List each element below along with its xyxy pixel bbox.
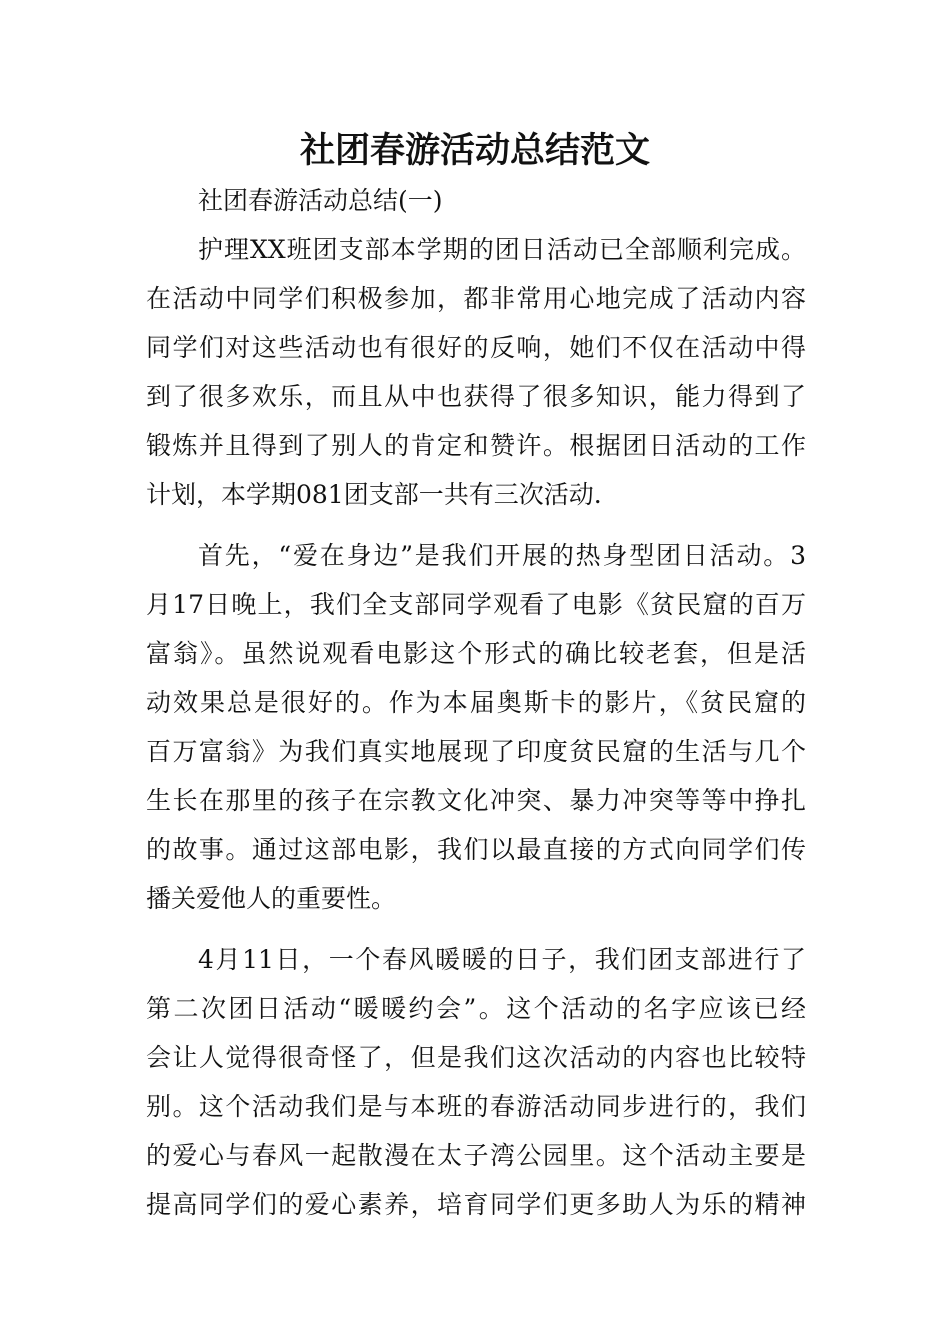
paragraph-line: 别。这个活动我们是与本班的春游活动同步进行的，我们 xyxy=(146,1092,806,1121)
paragraph-gap xyxy=(146,923,806,935)
paragraph-line: 的爱心与春风一起散漫在太子湾公园里。这个活动主要是 xyxy=(146,1141,806,1170)
paragraph-line: 第二次团日活动“暖暖约会”。这个活动的名字应该已经 xyxy=(146,994,806,1023)
paragraph-gap xyxy=(146,519,806,531)
paragraph-line: 百万富翁》为我们真实地展现了印度贫民窟的生活与几个 xyxy=(146,737,806,766)
paragraph-3 xyxy=(146,935,806,1229)
paragraph-line: 计划，本学期081团支部一共有三次活动. xyxy=(146,480,602,509)
paragraph-line: 的故事。通过这部电影，我们以最直接的方式向同学们传 xyxy=(146,835,806,864)
paragraph-line: 同学们对这些活动也有很好的反响，她们不仅在活动中得 xyxy=(146,333,806,362)
paragraph-line: 富翁》。虽然说观看电影这个形式的确比较老套，但是活 xyxy=(146,639,806,668)
paragraph-line: 提高同学们的爱心素养，培育同学们更多助人为乐的精神 xyxy=(146,1190,806,1219)
paragraph-1 xyxy=(146,225,806,519)
paragraph-line: 月17日晚上，我们全支部同学观看了电影《贫民窟的百万 xyxy=(146,590,806,619)
paragraph-line: 会让人觉得很奇怪了，但是我们这次活动的内容也比较特 xyxy=(146,1043,806,1072)
paragraph-line: 护理XX班团支部本学期的团日活动已全部顺利完成。 xyxy=(198,235,806,264)
paragraph-line: 到了很多欢乐，而且从中也获得了很多知识，能力得到了 xyxy=(146,382,806,411)
document-title: 社团春游活动总结范文 xyxy=(299,130,650,171)
document-body xyxy=(146,176,806,1229)
paragraph-line: 首先，“爱在身边”是我们开展的热身型团日活动。3 xyxy=(198,541,806,570)
paragraph-line: 4月11日，一个春风暖暖的日子，我们团支部进行了 xyxy=(198,945,806,974)
paragraph-2 xyxy=(146,531,806,923)
section-subtitle: 社团春游活动总结(一) xyxy=(198,186,443,215)
paragraph-line: 在活动中同学们积极参加，都非常用心地完成了活动内容 xyxy=(146,284,806,313)
paragraph-line: 播关爱他人的重要性。 xyxy=(146,884,397,913)
paragraph-line: 锻炼并且得到了别人的肯定和赞许。根据团日活动的工作 xyxy=(146,431,806,460)
paragraph-line: 生长在那里的孩子在宗教文化冲突、暴力冲突等等中挣扎 xyxy=(146,786,806,815)
paragraph-line: 动效果总是很好的。作为本届奥斯卡的影片，《贫民窟的 xyxy=(146,688,806,717)
